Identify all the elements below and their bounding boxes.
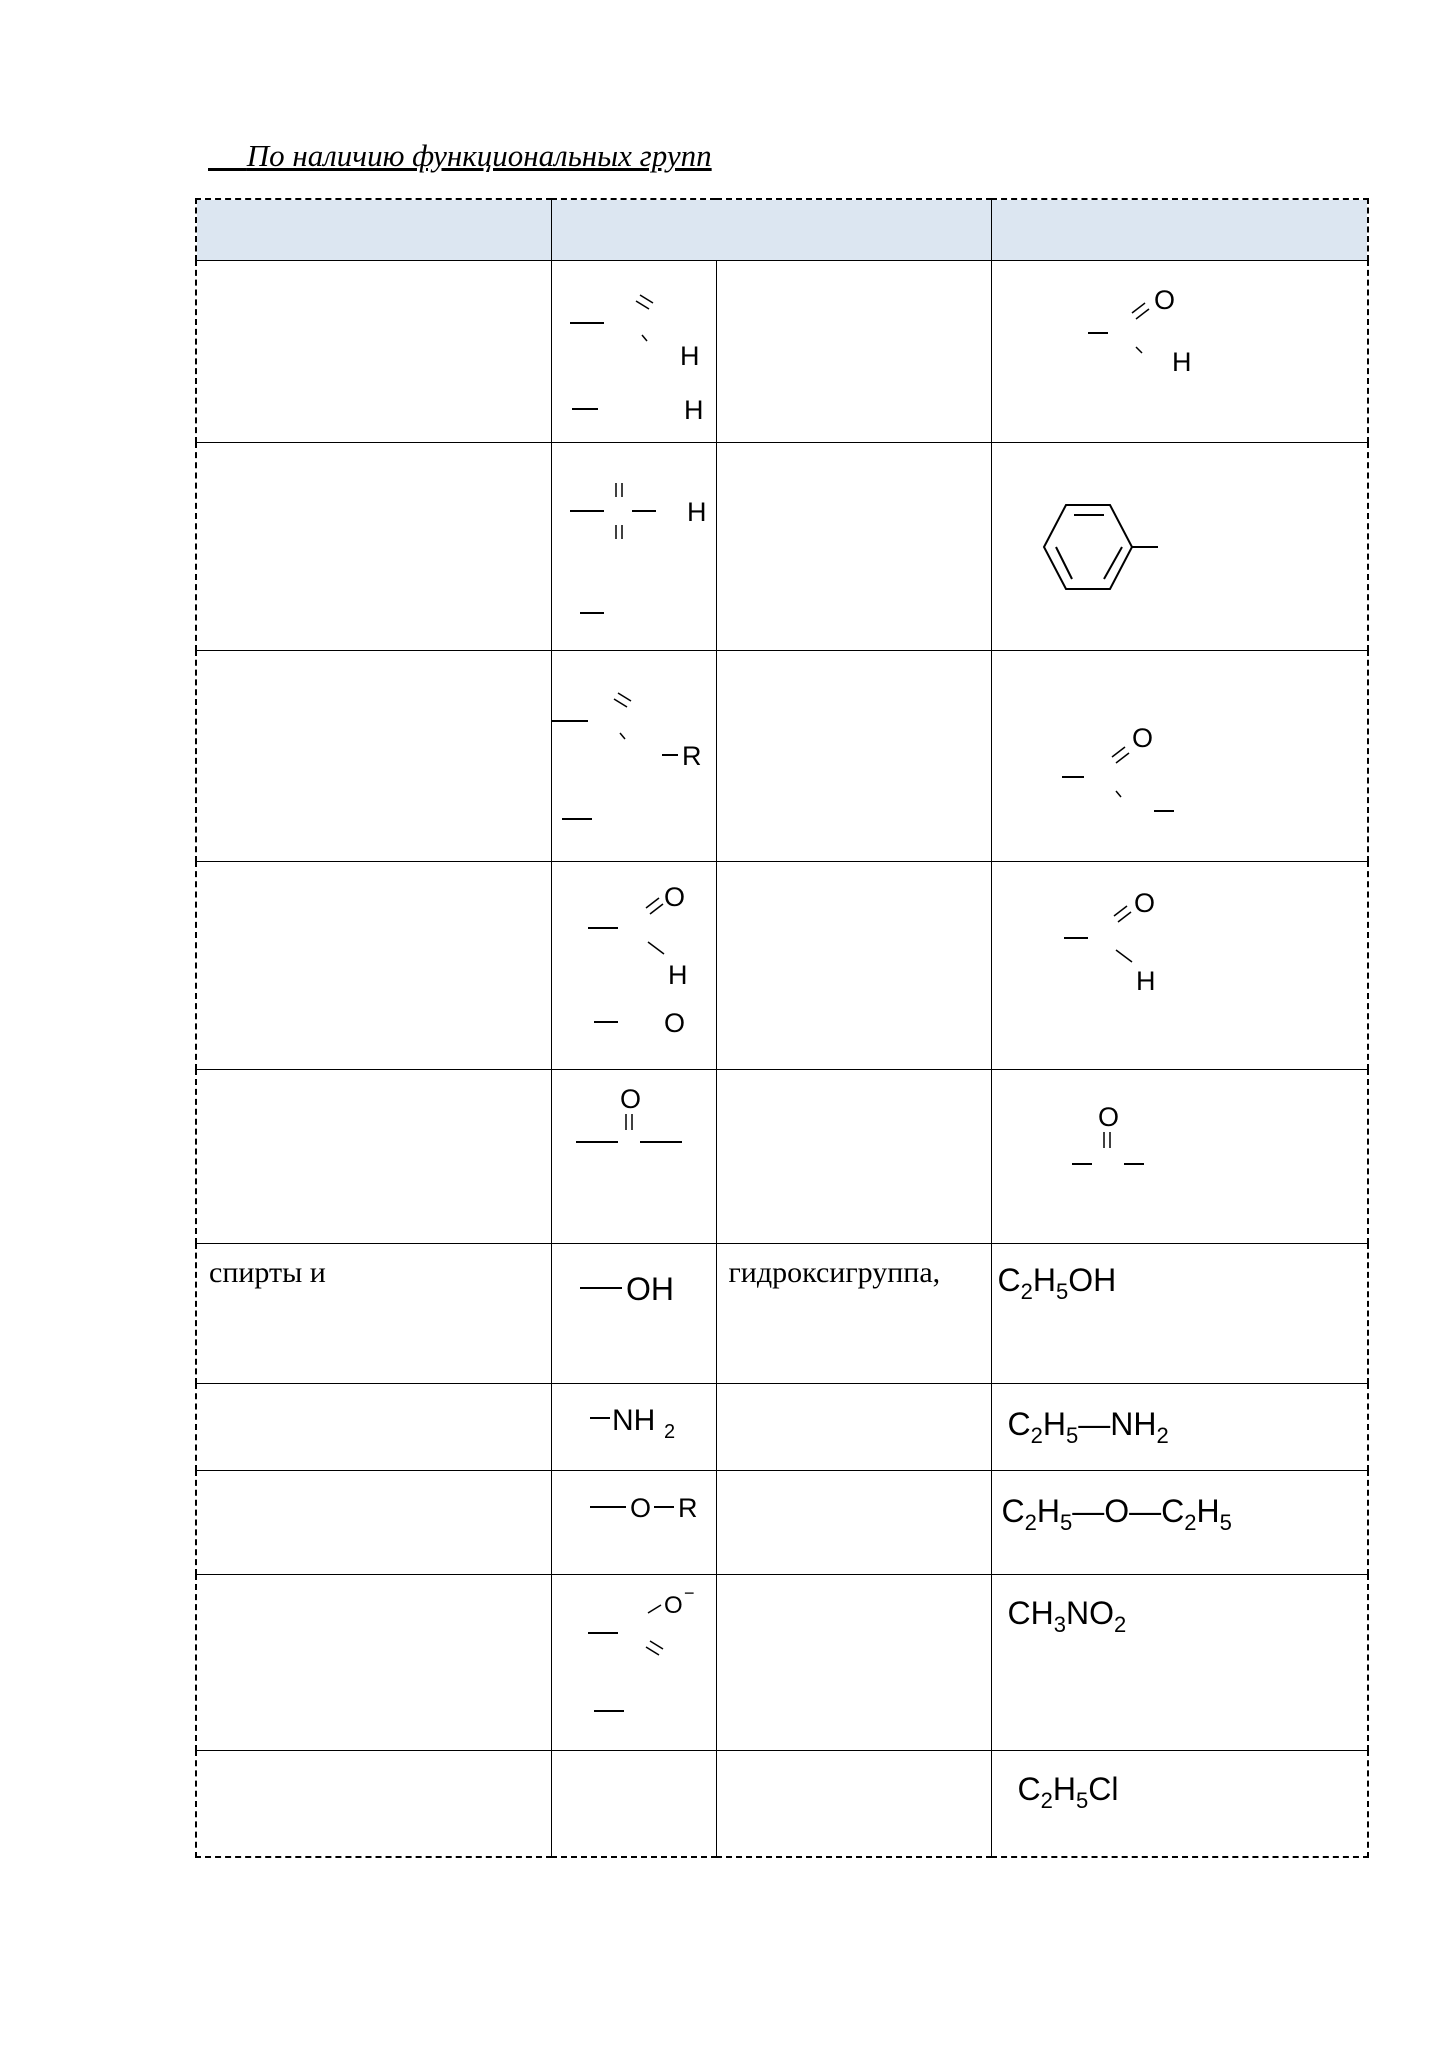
carboxyl-group-structure xyxy=(552,862,717,1070)
class-cell xyxy=(196,651,551,862)
table-row xyxy=(196,1575,1368,1751)
carbonyl-group-structure xyxy=(552,1070,717,1244)
hydroxyl-group-structure xyxy=(552,1244,717,1384)
table-row xyxy=(196,1384,1368,1471)
svg-text:O: O xyxy=(629,1493,651,1523)
table-row xyxy=(196,1471,1368,1575)
diethyl-ether-formula: $C_2H_5—O—C_2H_5$ xyxy=(1001,1493,1232,1535)
group-name-cell xyxy=(716,1244,991,1384)
group-formula-cell xyxy=(551,1070,716,1244)
class-name: спирты и xyxy=(209,1256,326,1289)
group-name-cell xyxy=(716,1384,991,1471)
svg-text:O: O xyxy=(1131,723,1153,753)
class-cell xyxy=(196,1575,551,1751)
group-name-cell xyxy=(716,443,991,651)
section-heading: По наличию функциональных групп xyxy=(246,138,712,173)
aldehyde-group-structure xyxy=(552,261,717,443)
group-name-cell xyxy=(716,1575,991,1751)
svg-text:O: O xyxy=(619,1084,641,1114)
table-row xyxy=(196,1751,1368,1857)
svg-text:−: − xyxy=(683,1583,695,1603)
class-cell xyxy=(196,261,551,443)
group-name-cell xyxy=(716,1751,991,1857)
group-name-cell xyxy=(716,651,991,862)
svg-text:H: H xyxy=(679,341,699,371)
carboxylic-acid-example-structure xyxy=(992,862,1369,1070)
svg-text:O: O xyxy=(663,882,685,912)
svg-text:H: H xyxy=(1135,966,1155,996)
example-cell xyxy=(991,651,1368,862)
example-cell xyxy=(991,1384,1368,1471)
group-formula-cell xyxy=(551,1384,716,1471)
nitromethane-formula: $CH_3NO_2$ xyxy=(1007,1595,1127,1637)
svg-text:O: O xyxy=(663,1008,685,1038)
svg-text:H: H xyxy=(1171,347,1191,377)
svg-text:R: R xyxy=(681,741,701,771)
header-cell-class xyxy=(196,199,551,261)
svg-text:O: O xyxy=(1153,285,1175,315)
group-formula-cell xyxy=(551,1575,716,1751)
group-formula-cell xyxy=(551,651,716,862)
svg-text:2: 2 xyxy=(663,1421,675,1443)
group-formula-cell xyxy=(551,443,716,651)
nitro-group-structure xyxy=(552,1575,717,1751)
svg-text:O: O xyxy=(663,1592,683,1619)
ethanol-formula: $C_2H_5OH$ xyxy=(997,1262,1117,1304)
example-cell xyxy=(991,261,1368,443)
svg-text:NH: NH xyxy=(611,1404,655,1437)
group-name-cell xyxy=(716,862,991,1070)
group-name-cell xyxy=(716,261,991,443)
header-cell-example xyxy=(991,199,1368,261)
table-row xyxy=(196,651,1368,862)
ketone-example-structure xyxy=(992,1070,1369,1244)
aldehyde-example-structure xyxy=(992,261,1369,443)
group-formula-cell xyxy=(551,1471,716,1575)
functional-groups-table xyxy=(195,198,1369,1858)
chloroethane-formula: $C_2H_5Cl$ xyxy=(1017,1771,1119,1813)
example-cell xyxy=(991,1244,1368,1384)
group-formula-cell xyxy=(551,1244,716,1384)
table-header-row xyxy=(196,199,1368,261)
svg-text:O: O xyxy=(1133,888,1155,918)
example-cell xyxy=(991,1575,1368,1751)
class-cell xyxy=(196,1471,551,1575)
benzene-ring-structure xyxy=(992,443,1369,651)
amino-group-structure xyxy=(552,1384,717,1471)
svg-text:R: R xyxy=(677,1493,697,1523)
svg-text:OH: OH xyxy=(625,1271,674,1307)
class-cell xyxy=(196,862,551,1070)
table-row xyxy=(196,1244,1368,1384)
class-cell xyxy=(196,1384,551,1471)
table-row xyxy=(196,862,1368,1070)
svg-text:H: H xyxy=(667,960,687,990)
class-cell xyxy=(196,1244,551,1384)
table-row xyxy=(196,1070,1368,1244)
svg-text:H: H xyxy=(686,497,706,527)
header-cell-group xyxy=(551,199,991,261)
group-name-cell xyxy=(716,1070,991,1244)
example-cell xyxy=(991,1471,1368,1575)
table-row xyxy=(196,261,1368,443)
ester-group-structure xyxy=(552,651,717,862)
example-cell xyxy=(991,1070,1368,1244)
class-cell xyxy=(196,1751,551,1857)
ester-example-structure xyxy=(992,651,1369,862)
group-formula-cell xyxy=(551,261,716,443)
example-cell xyxy=(991,443,1368,651)
ether-group-structure xyxy=(552,1471,717,1575)
ethylamine-formula: $C_2H_5—NH_2$ xyxy=(1007,1406,1169,1448)
sulfo-group-structure xyxy=(552,443,717,651)
group-formula-cell xyxy=(551,1751,716,1857)
table-row xyxy=(196,443,1368,651)
group-name: гидроксигруппа, xyxy=(728,1256,941,1289)
group-name-cell xyxy=(716,1471,991,1575)
example-cell xyxy=(991,862,1368,1070)
class-cell xyxy=(196,1070,551,1244)
example-cell xyxy=(991,1751,1368,1857)
svg-text:O: O xyxy=(1097,1102,1119,1132)
group-formula-cell xyxy=(551,862,716,1070)
svg-text:H: H xyxy=(683,395,703,425)
class-cell xyxy=(196,443,551,651)
